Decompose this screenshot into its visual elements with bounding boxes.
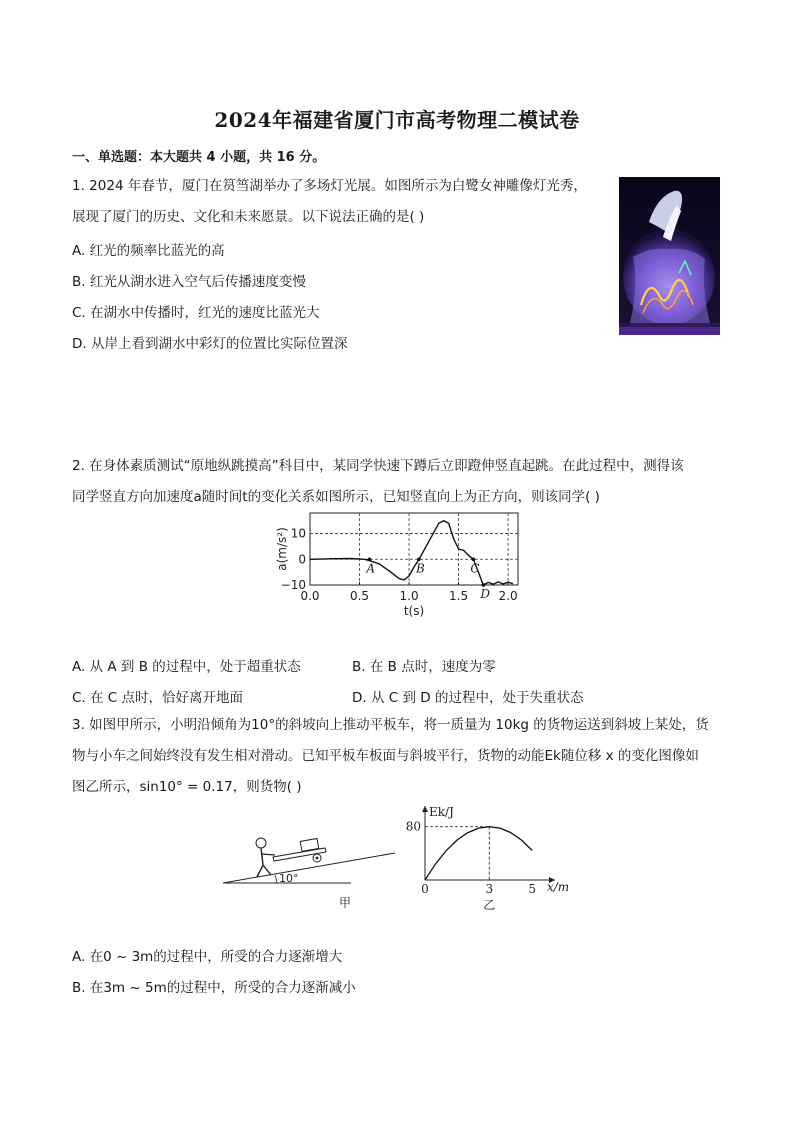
q1-option-c[interactable]: C. 在湖水中传播时，红光的速度比蓝光大 [72,305,320,321]
caption-yi: 乙 [483,898,496,912]
x-tick-label: 1.0 [399,589,419,603]
caption-jia: 甲 [339,896,352,910]
q3-option-a[interactable]: A. 在0 ~ 3m的过程中，所受的合力逐渐增大 [72,949,343,965]
q1-option-b[interactable]: B. 红光从湖水进入空气后传播速度变慢 [72,274,306,290]
x-tick-label: 1.5 [449,589,469,603]
angle-arc [275,875,277,883]
y-axis-arrow [422,806,428,812]
x-tick-label: 3 [485,882,494,896]
point-label-d: D [480,587,490,601]
q3-option-b[interactable]: B. 在3m ~ 5m的过程中，所受的合力逐渐减小 [72,980,356,996]
q2-stem-line2: 同学竖直方向加速度a随时间t的变化关系如图所示，已知竖直向上为正方向，则该同学( ) [72,489,600,505]
q3-stem-line3: 图乙所示，sin10° = 0.17，则货物( ) [72,779,302,795]
q2-option-a[interactable]: A. 从 A 到 B 的过程中，处于超重状态 [72,659,301,675]
q2-option-d[interactable]: D. 从 C 到 D 的过程中，处于失重状态 [352,690,584,706]
q2-option-c[interactable]: C. 在 C 点时，恰好离开地面 [72,690,244,706]
q1-stem-line2: 展现了厦门的历史、文化和未来愿景。以下说法正确的是( ) [72,209,425,225]
plot-frame [310,513,518,585]
q1-option-a[interactable]: A. 红光的频率比蓝光的高 [72,243,225,259]
person-body [261,848,263,865]
x-tick-label: 2.0 [498,589,518,603]
y-tick-label: 0 [298,552,306,567]
y-tick-label: 80 [405,819,421,834]
point-label-c: C [470,561,480,576]
y-axis-label: a(m/s²) [275,527,289,571]
y-tick-label: −10 [280,578,306,592]
q1-stem-line1: 1. 2024 年春节，厦门在筼筜湖举办了多场灯光展。如图所示为白鹭女神雕像灯光秀， [72,178,587,194]
y-axis-label: Ek/J [429,805,454,819]
x-axis-label: x/m [547,880,570,894]
person-head [256,838,266,848]
egret-goddess-statue-photo [619,177,720,335]
angle-label: 10° [279,872,299,885]
x-tick-label: 0 [421,882,429,896]
page-title: 2024年福建省厦门市高考物理二模试卷 [214,108,580,132]
q3-stem-line1: 3. 如图甲所示，小明沿倾角为10°的斜坡向上推动平板车，将一质量为 10kg 的货物运送到斜坡上某处，货 [72,717,709,733]
kinetic-energy-curve [425,827,532,880]
section-heading: 一、单选题：本大题共 4 小题，共 16 分。 [72,150,326,165]
q2-stem-line1: 2. 在身体素质测试“原地纵跳摸高”科目中，某同学快速下蹲后立即蹬伸竖直起跳。在此过程中，测得该 [72,458,684,474]
x-axis-label: t(s) [403,604,425,618]
acceleration-time-chart [270,505,530,625]
acceleration-curve [310,521,513,585]
x-tick-label: 5 [528,882,536,896]
q3-stem-line2: 物与小车之间始终没有发生相对滑动。已知平板车板面与斜坡平行，货物的动能Ek随位移 x 的变化图像如 [72,748,699,764]
point-label-b: B [415,561,425,576]
q1-option-d[interactable]: D. 从岸上看到湖水中彩灯的位置比实际位置深 [72,336,348,352]
figure-jia-slope-cart [215,825,405,915]
q2-option-b[interactable]: B. 在 B 点时，速度为零 [352,659,496,675]
slope-line [223,853,395,883]
y-tick-label: 10 [290,526,306,541]
x-tick-label: 0.5 [349,589,370,603]
point-label-a: A [366,561,376,576]
kinetic-energy-displacement-chart [395,800,580,915]
x-tick-label: 0.0 [300,589,320,603]
